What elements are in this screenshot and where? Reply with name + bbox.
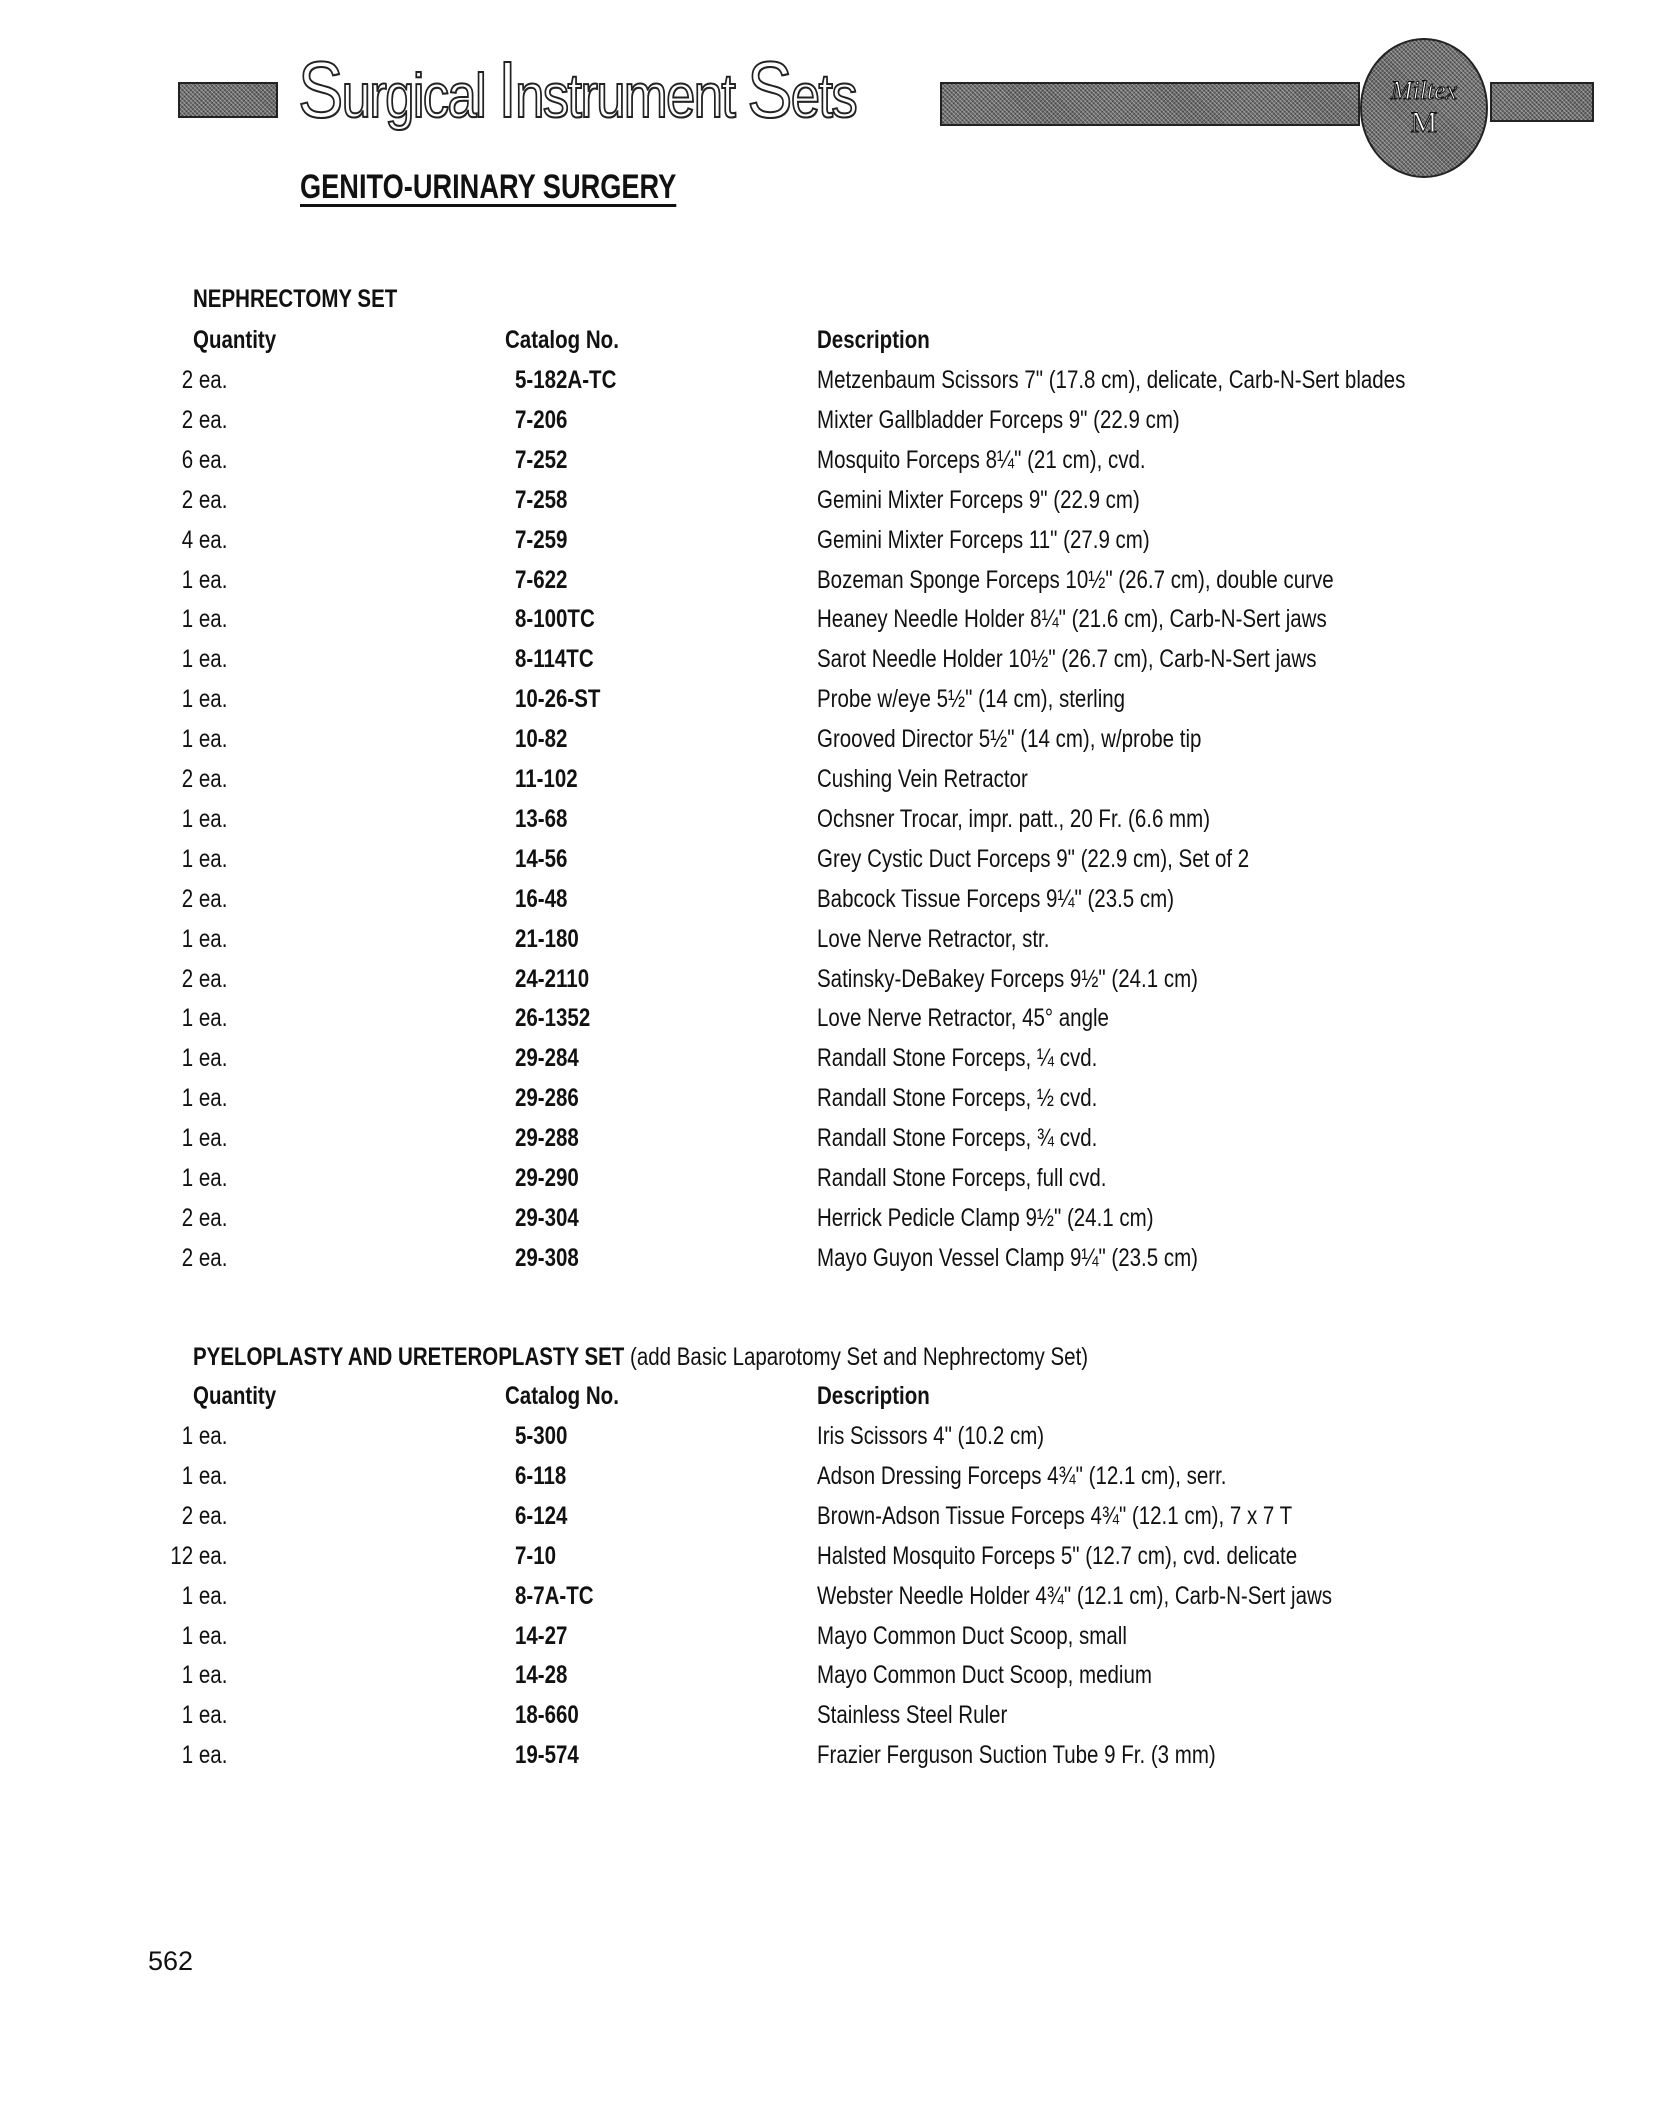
catalog-cell: 16-48 xyxy=(515,884,568,913)
quantity-cell: 1 ea. xyxy=(181,605,228,634)
title-part: I xyxy=(497,45,516,134)
description-cell: Herrick Pedicle Clamp 9½" (24.1 cm) xyxy=(817,1203,1154,1232)
table-row xyxy=(0,486,1655,526)
table-row xyxy=(0,1422,1655,1462)
catalog-cell: 7-258 xyxy=(515,485,568,514)
catalog-cell: 7-259 xyxy=(515,525,568,554)
table-header xyxy=(0,1382,1655,1422)
description-cell: Randall Stone Forceps, full cvd. xyxy=(817,1164,1107,1192)
table-row xyxy=(0,1741,1655,1781)
header-bar-left xyxy=(178,82,278,118)
title-part: S xyxy=(298,45,342,134)
table-row xyxy=(0,1701,1655,1741)
quantity-cell: 1 ea. xyxy=(181,1461,228,1490)
description-cell: Love Nerve Retractor, 45° angle xyxy=(817,1004,1109,1033)
description-cell: Brown-Adson Tissue Forceps 4¾" (12.1 cm), 7 x 7 T xyxy=(817,1501,1293,1530)
table-row xyxy=(0,965,1655,1005)
description-cell: Gemini Mixter Forceps 11" (27.9 cm) xyxy=(817,525,1150,554)
table-row xyxy=(0,1084,1655,1124)
miltex-logo xyxy=(1360,38,1488,178)
description-cell: Mayo Common Duct Scoop, small xyxy=(817,1621,1127,1650)
table-row xyxy=(0,526,1655,566)
catalog-cell: 14-56 xyxy=(515,844,568,873)
description-cell: Bozeman Sponge Forceps 10½" (26.7 cm), double curve xyxy=(817,565,1334,594)
set-title-pyeloplasty xyxy=(193,1343,1088,1372)
quantity-cell: 1 ea. xyxy=(181,565,228,594)
title-part: urgical xyxy=(341,62,498,131)
table-row xyxy=(0,805,1655,845)
table-row xyxy=(0,605,1655,645)
logo-text: Miltex xyxy=(1390,76,1458,105)
table-row xyxy=(0,1542,1655,1582)
catalog-cell: 5-300 xyxy=(515,1422,568,1450)
catalog-cell: 6-124 xyxy=(515,1501,568,1530)
header-description: Description xyxy=(817,326,930,354)
catalog-cell: 29-304 xyxy=(515,1203,579,1232)
catalog-cell: 10-26-ST xyxy=(515,685,601,714)
table-row xyxy=(0,1462,1655,1502)
table-header xyxy=(0,326,1655,366)
header-catalog: Catalog No. xyxy=(505,326,619,354)
description-cell: Halsted Mosquito Forceps 5" (12.7 cm), cvd. delicate xyxy=(817,1541,1298,1570)
table-row xyxy=(0,1204,1655,1244)
header-bar-middle xyxy=(940,82,1360,126)
page-title xyxy=(298,40,856,140)
catalog-cell: 7-622 xyxy=(515,565,568,594)
catalog-cell: 6-118 xyxy=(515,1461,567,1490)
table-row xyxy=(0,1622,1655,1662)
description-cell: Metzenbaum Scissors 7" (17.8 cm), delicate, Carb-N-Sert blades xyxy=(817,366,1406,394)
description-cell: Babcock Tissue Forceps 9¼" (23.5 cm) xyxy=(817,884,1175,913)
set-note: (add Basic Laparotomy Set and Nephrectomy Set) xyxy=(624,1343,1089,1371)
description-cell: Probe w/eye 5½" (14 cm), sterling xyxy=(817,685,1126,714)
description-cell: Gemini Mixter Forceps 9" (22.9 cm) xyxy=(817,485,1140,514)
catalog-cell: 14-27 xyxy=(515,1621,568,1650)
catalog-cell: 11-102 xyxy=(515,765,578,793)
description-cell: Iris Scissors 4" (10.2 cm) xyxy=(817,1422,1045,1450)
quantity-cell: 1 ea. xyxy=(181,844,228,873)
quantity-cell: 2 ea. xyxy=(181,964,228,993)
title-part: nstrument xyxy=(515,62,748,131)
table-row xyxy=(0,366,1655,406)
table-row xyxy=(0,566,1655,606)
table-row xyxy=(0,765,1655,805)
catalog-cell: 29-286 xyxy=(515,1084,579,1113)
catalog-cell: 21-180 xyxy=(515,924,579,953)
catalog-cell: 7-252 xyxy=(515,445,568,474)
quantity-cell: 2 ea. xyxy=(181,765,228,793)
catalog-cell: 24-2110 xyxy=(515,964,590,993)
catalog-cell: 8-7A-TC xyxy=(515,1581,594,1610)
quantity-cell: 2 ea. xyxy=(181,1501,228,1530)
catalog-cell: 7-10 xyxy=(515,1541,557,1570)
table-row xyxy=(0,685,1655,725)
quantity-cell: 1 ea. xyxy=(181,1124,228,1153)
catalog-cell: 26-1352 xyxy=(515,1004,591,1033)
title-part: ets xyxy=(790,62,856,131)
description-cell: Mayo Guyon Vessel Clamp 9¼" (23.5 cm) xyxy=(817,1243,1198,1272)
quantity-cell: 2 ea. xyxy=(181,366,228,394)
table-row xyxy=(0,1582,1655,1622)
table-row xyxy=(0,1004,1655,1044)
catalog-cell: 29-288 xyxy=(515,1124,579,1153)
quantity-cell: 1 ea. xyxy=(181,725,228,754)
header-quantity: Quantity xyxy=(193,326,277,354)
catalog-cell: 8-114TC xyxy=(515,645,594,674)
description-cell: Frazier Ferguson Suction Tube 9 Fr. (3 mm) xyxy=(817,1741,1216,1770)
description-cell: Grooved Director 5½" (14 cm), w/probe tip xyxy=(817,725,1202,754)
description-cell: Randall Stone Forceps, ¼ cvd. xyxy=(817,1044,1098,1073)
quantity-cell: 4 ea. xyxy=(181,525,228,554)
description-cell: Satinsky-DeBakey Forceps 9½" (24.1 cm) xyxy=(817,964,1198,993)
catalog-cell: 8-100TC xyxy=(515,605,595,634)
table-row xyxy=(0,845,1655,885)
table-row xyxy=(0,1502,1655,1542)
quantity-cell: 1 ea. xyxy=(181,1084,228,1113)
quantity-cell: 1 ea. xyxy=(181,1701,228,1730)
set-title-text: PYELOPLASTY AND URETEROPLASTY SET xyxy=(193,1343,625,1371)
table-row xyxy=(0,406,1655,446)
set-title-nephrectomy xyxy=(193,285,397,314)
table-row xyxy=(0,1244,1655,1284)
quantity-cell: 2 ea. xyxy=(181,405,228,434)
logo-mark: M xyxy=(1410,106,1438,139)
description-cell: Mosquito Forceps 8¼" (21 cm), cvd. xyxy=(817,445,1146,474)
description-cell: Webster Needle Holder 4¾" (12.1 cm), Carb-N-Sert jaws xyxy=(817,1581,1333,1610)
quantity-cell: 2 ea. xyxy=(181,884,228,913)
header-description: Description xyxy=(817,1382,930,1410)
table-row xyxy=(0,1164,1655,1204)
table-row xyxy=(0,1044,1655,1084)
table-row xyxy=(0,885,1655,925)
catalog-cell: 29-308 xyxy=(515,1243,579,1272)
description-cell: Adson Dressing Forceps 4¾" (12.1 cm), serr. xyxy=(817,1461,1227,1490)
table-row xyxy=(0,446,1655,486)
quantity-cell: 1 ea. xyxy=(181,1661,228,1690)
description-cell: Stainless Steel Ruler xyxy=(817,1701,1008,1730)
description-cell: Randall Stone Forceps, ½ cvd. xyxy=(817,1084,1098,1113)
catalog-cell: 13-68 xyxy=(515,804,568,833)
description-cell: Mayo Common Duct Scoop, medium xyxy=(817,1661,1152,1690)
quantity-cell: 2 ea. xyxy=(181,485,228,514)
catalog-cell: 14-28 xyxy=(515,1661,568,1690)
table-row xyxy=(0,1661,1655,1701)
header-bar-right xyxy=(1490,82,1594,122)
catalog-cell: 5-182A-TC xyxy=(515,366,617,394)
description-cell: Grey Cystic Duct Forceps 9" (22.9 cm), Set of 2 xyxy=(817,844,1250,873)
quantity-cell: 1 ea. xyxy=(181,685,228,714)
quantity-cell: 1 ea. xyxy=(181,804,228,833)
quantity-cell: 1 ea. xyxy=(181,1422,228,1450)
quantity-cell: 1 ea. xyxy=(181,1741,228,1770)
quantity-cell: 1 ea. xyxy=(181,1044,228,1073)
header-catalog: Catalog No. xyxy=(505,1382,619,1410)
set-title-text: NEPHRECTOMY SET xyxy=(193,285,398,313)
quantity-cell: 12 ea. xyxy=(170,1541,228,1570)
quantity-cell: 1 ea. xyxy=(181,924,228,953)
title-part: S xyxy=(747,45,791,134)
table-row xyxy=(0,645,1655,685)
quantity-cell: 6 ea. xyxy=(181,445,228,474)
catalog-cell: 10-82 xyxy=(515,725,568,754)
table-row xyxy=(0,725,1655,765)
description-cell: Heaney Needle Holder 8¼" (21.6 cm), Carb-N-Sert jaws xyxy=(817,605,1327,634)
catalog-cell: 29-284 xyxy=(515,1044,579,1073)
description-cell: Mixter Gallbladder Forceps 9" (22.9 cm) xyxy=(817,405,1180,434)
quantity-cell: 1 ea. xyxy=(181,1004,228,1033)
catalog-cell: 7-206 xyxy=(515,405,568,434)
quantity-cell: 2 ea. xyxy=(181,1243,228,1272)
header-quantity: Quantity xyxy=(193,1382,277,1410)
quantity-cell: 1 ea. xyxy=(181,645,228,674)
quantity-cell: 1 ea. xyxy=(181,1164,228,1192)
description-cell: Ochsner Trocar, impr. patt., 20 Fr. (6.6 mm) xyxy=(817,804,1211,833)
table-row xyxy=(0,925,1655,965)
description-cell: Love Nerve Retractor, str. xyxy=(817,924,1050,953)
table-row xyxy=(0,1124,1655,1164)
description-cell: Randall Stone Forceps, ¾ cvd. xyxy=(817,1124,1098,1153)
catalog-cell: 18-660 xyxy=(515,1701,579,1730)
description-cell: Cushing Vein Retractor xyxy=(817,765,1028,793)
catalog-cell: 29-290 xyxy=(515,1164,579,1192)
quantity-cell: 1 ea. xyxy=(181,1621,228,1650)
quantity-cell: 2 ea. xyxy=(181,1203,228,1232)
catalog-cell: 19-574 xyxy=(515,1741,579,1770)
description-cell: Sarot Needle Holder 10½" (26.7 cm), Carb-N-Sert jaws xyxy=(817,645,1317,674)
quantity-cell: 1 ea. xyxy=(181,1581,228,1610)
page-number: 562 xyxy=(148,1946,194,1976)
section-heading: GENITO-URINARY SURGERY xyxy=(300,168,677,206)
